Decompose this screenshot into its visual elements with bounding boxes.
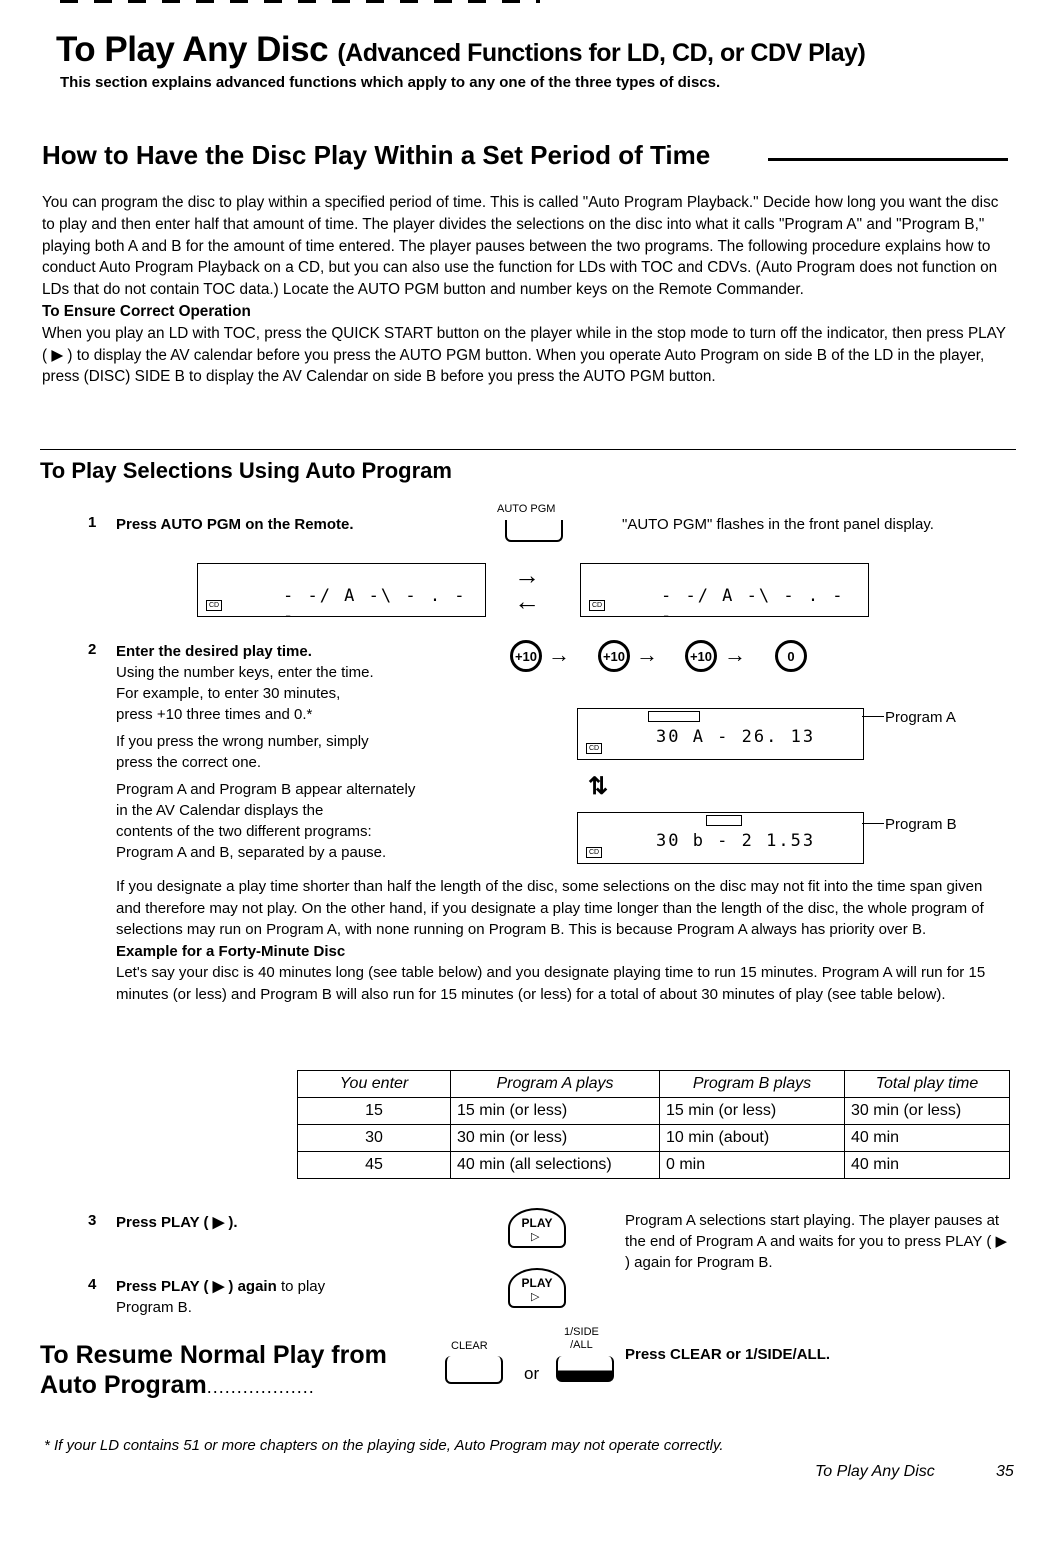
resume-heading-line-2: Auto Program [40,1371,207,1399]
calendar-indicator [648,711,700,722]
table-cell: 30 min (or less) [451,1125,660,1152]
program-b-leader [862,823,884,824]
zero-key[interactable]: 0 [775,640,807,672]
step-2-number: 2 [88,641,97,658]
table-header: Program A plays [451,1071,660,1098]
running-footer: To Play Any Disc [815,1463,935,1480]
play-button[interactable] [508,1268,566,1308]
table-row [298,1152,1010,1179]
lcd-1-cd-tag: CD [206,600,222,611]
step-2-line: Program A and Program B appear alternately [116,781,416,798]
ensure-heading: To Ensure Correct Operation [42,302,251,320]
side-label-line-1: 1/SIDE [564,1326,599,1338]
intro-block [42,192,1014,388]
step-1-result: "AUTO PGM" flashes in the front panel display. [622,516,934,533]
table-cell: 15 [298,1098,451,1125]
step-2-line: in the AV Calendar displays the [116,802,324,819]
resume-instruction: Press CLEAR or 1/SIDE/ALL. [625,1346,831,1363]
intro-paragraph: You can program the disc to play within a specified period of time. This is called "Auto Program Playback." Decide how long you want the disc to play and then enter half that amount of time. The player divides the selections on the disc into what it calls "Program A" and "Program B," playing both A and B for the amount of time entered. The player pauses between the two programs. The following procedure explains how to conduct Auto Program Playback on a CD, but you can also use the function for LDs with TOC and CDVs. (Auto Program does not function on LDs that do not contain TOC data.) Locate the AUTO PGM button and number keys on the Remote Commander. [42,194,999,299]
table-row [298,1098,1010,1125]
table-cell: 40 min [845,1152,1010,1179]
top-rule-dashes [60,0,540,3]
side-label-line-2: /ALL [570,1339,593,1351]
table-row [298,1125,1010,1152]
lcd-display-1 [197,563,486,626]
play-icon: ▷ [531,1231,540,1243]
step-4-text [116,1276,325,1318]
table-cell: 15 min (or less) [660,1098,845,1125]
or-text: or [524,1364,540,1383]
play-key-label: PLAY [521,1276,553,1290]
play-button[interactable] [508,1208,566,1248]
lcd-program-b [577,812,864,864]
table-cell: 30 min (or less) [845,1098,1010,1125]
plus10-key[interactable]: +10 [685,640,717,672]
table-cell: 10 min (about) [660,1125,845,1152]
clear-key-label: CLEAR [451,1340,488,1352]
step-2-line: For example, to enter 30 minutes, [116,685,341,702]
lcd-display-2 [580,563,869,626]
after-step-2-block [116,876,1011,1005]
step-2-text [116,641,415,863]
step-2-line: Using the number keys, enter the time. [116,664,374,681]
step-2-line: If you press the wrong number, simply [116,733,369,750]
arrow-right-icon: → [724,642,746,667]
step-2-bold: Enter the desired play time. [116,643,312,660]
calendar-indicator [706,815,742,826]
footnote: * If your LD contains 51 or more chapters on the playing side, Auto Program may not operate correctly. [44,1437,724,1454]
flash-arrows-icon: → ← [514,560,540,616]
divider [40,449,1016,450]
lcd-a-cd-tag: CD [586,743,602,754]
leader-dots: .................. [206,1377,315,1397]
play-key-label: PLAY [521,1216,553,1230]
page-subtitle: This section explains advanced functions which apply to any one of the three types of discs. [60,74,721,91]
lcd-b-time: 30 b - 2 1.53 [656,831,816,851]
program-b-label: Program B [885,816,957,833]
subsection-heading: To Play Selections Using Auto Program [40,458,452,483]
auto-pgm-key-label: AUTO PGM [497,503,556,515]
table-header-row [298,1071,1010,1098]
plus10-key[interactable]: +10 [510,640,542,672]
table-cell: 0 min [660,1152,845,1179]
page-title [56,30,865,70]
alternate-arrows-icon: ⇅ [588,773,609,800]
step-4-bold: Press PLAY ( ▶ ) again [116,1278,277,1295]
title-paren: (Advanced Functions for LD, CD, or CDV Play) [337,39,866,67]
lcd-a-time: 30 A - 26. 13 [656,727,816,747]
step-3-number: 3 [88,1212,97,1229]
resume-heading-line-1: To Resume Normal Play from [40,1341,387,1369]
step-2-line: press the correct one. [116,754,262,771]
clear-button[interactable] [445,1356,503,1384]
step-2-line: contents of the two different programs: [116,823,372,840]
step-3-result: Program A selections start playing. The player pauses at the end of Program A and waits for you to press PLAY ( ▶ ) again for Program B. [625,1212,1008,1271]
step-1-number: 1 [88,514,97,531]
example-heading: Example for a Forty-Minute Disc [116,942,346,960]
table-cell: 40 min [845,1125,1010,1152]
lcd-1-flash: - -/ A -\ - . - - [283,586,467,626]
arrow-right-icon: → [548,642,570,667]
page-number: 35 [996,1463,1014,1480]
example-text: Let's say your disc is 40 minutes long (see table below) and you designate playing time to run 15 minutes. Program A will run for 15 minutes (or less) and Program B will also run for 15 minutes (or less) for a total of about 30 minutes of play (see table below). [116,964,986,1003]
table-cell: 30 [298,1125,451,1152]
table-header: Program B plays [660,1071,845,1098]
table-cell: 40 min (all selections) [451,1152,660,1179]
arrow-right-icon: → [636,642,658,667]
example-table [297,1070,1010,1179]
lcd-program-a [577,708,864,760]
side-key-label [564,1326,599,1352]
auto-pgm-button[interactable] [505,520,563,542]
step-4-number: 4 [88,1276,97,1293]
step-2-line: press +10 three times and 0.* [116,706,313,723]
plus10-key[interactable]: +10 [598,640,630,672]
step-1-text: Press AUTO PGM on the Remote. [116,516,354,533]
program-a-leader [862,716,884,717]
play-icon: ▷ [531,1291,540,1303]
step-2-line: Program A and B, separated by a pause. [116,844,387,861]
step-4-line: Program B. [116,1299,192,1316]
section-heading-rule [768,158,1008,161]
lcd-2-flash: - -/ A -\ - . - - [661,586,845,626]
program-a-label: Program A [885,709,956,726]
table-cell: 15 min (or less) [451,1098,660,1125]
resume-heading [40,1340,387,1402]
after-step-2-text: If you designate a play time shorter than half the length of the disc, some selections on the disc may not fit into the time span given and therefore may not play. On the other hand, if you designate a play time longer than the length of the disc, the whole program of selections may run on Program A, with none running on Program B. This is because Program A always has priority over B. [116,878,984,938]
table-header: You enter [298,1071,451,1098]
table-cell: 45 [298,1152,451,1179]
step-4-rest: to play [276,1278,326,1295]
ensure-paragraph: When you play an LD with TOC, press the QUICK START button on the player while in the stop mode to turn off the indicator, then press PLAY ( ▶ ) to display the AV calendar before you press the AUTO PGM button. When you operate Auto Program on side B of the LD in the player, press (DISC) SIDE B to display the AV Calendar on side B before you press the AUTO PGM button. [42,324,1006,386]
section-heading: How to Have the Disc Play Within a Set Period of Time [42,140,711,170]
table-header: Total play time [845,1071,1010,1098]
lcd-b-cd-tag: CD [586,847,602,858]
lcd-2-cd-tag: CD [589,600,605,611]
step-3-text: Press PLAY ( ▶ ). [116,1214,238,1231]
title-main: To Play Any Disc [56,30,329,69]
side-all-button[interactable] [556,1356,614,1382]
